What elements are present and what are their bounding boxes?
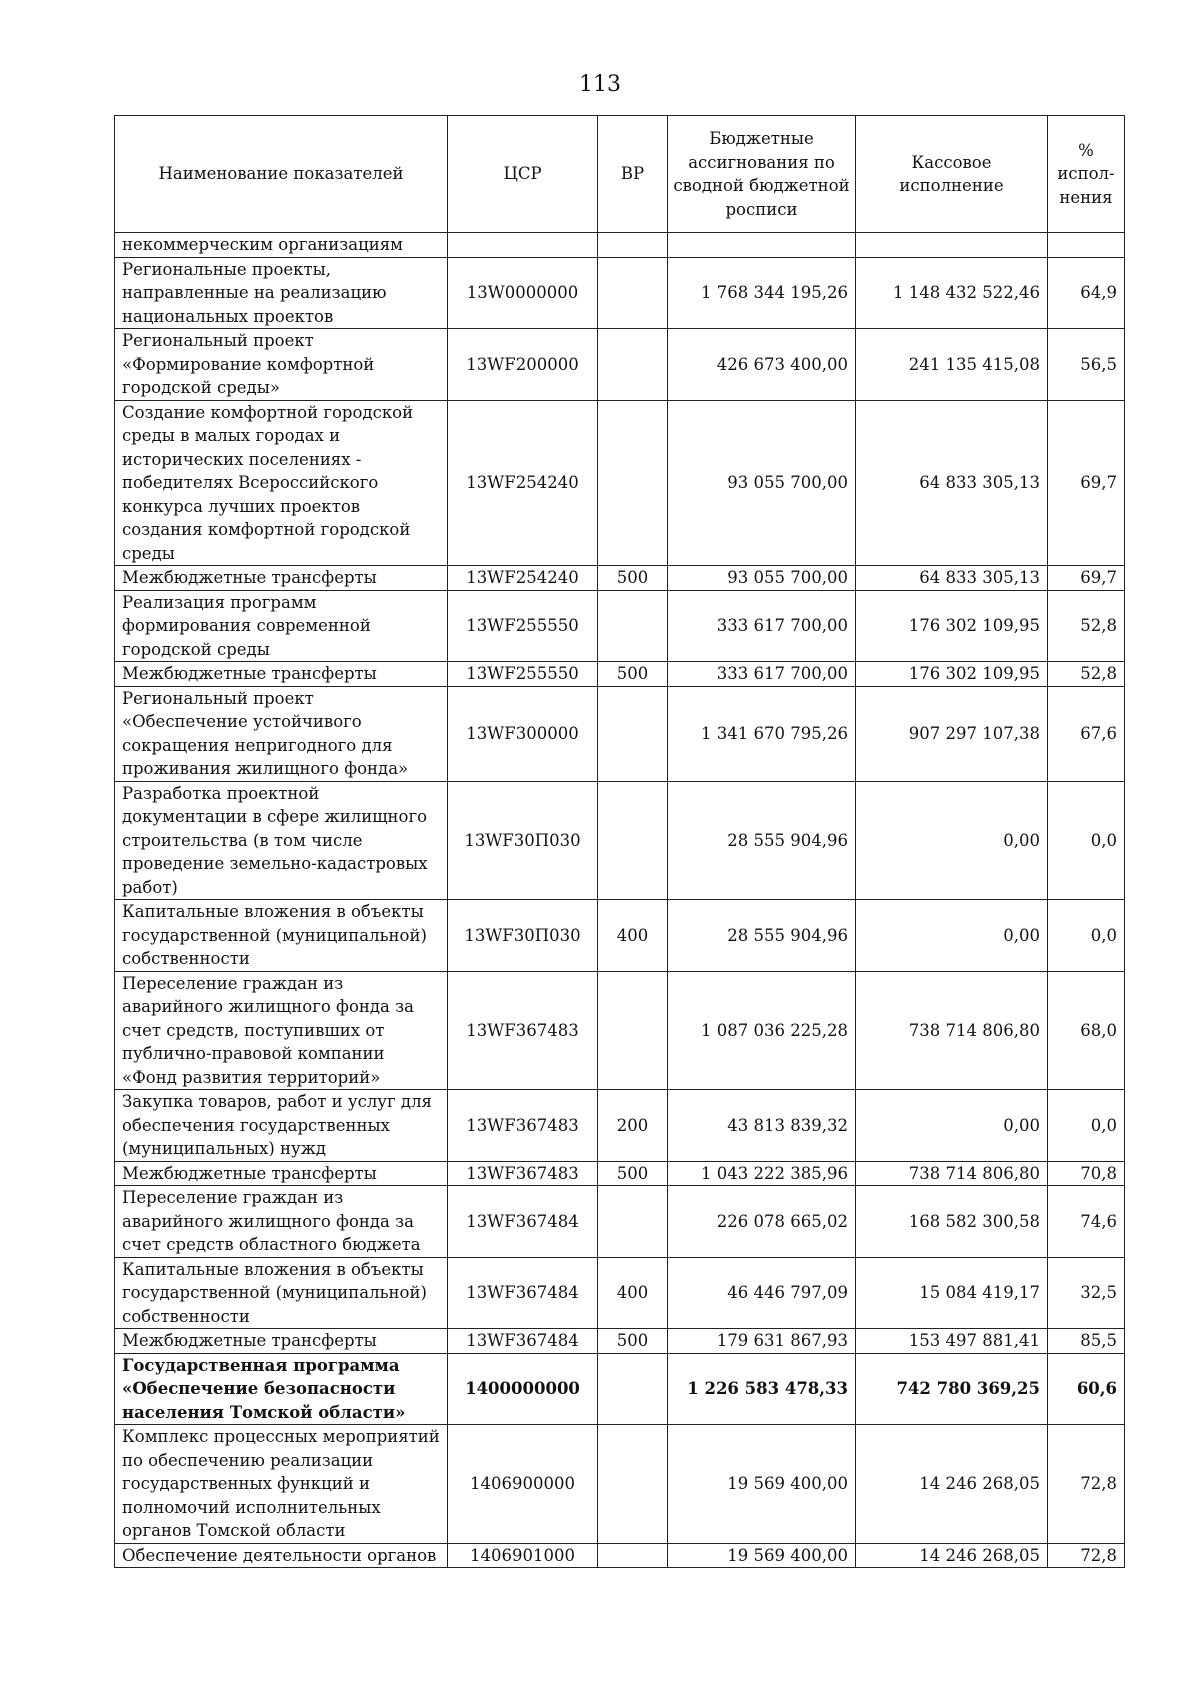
cell-execution: 241 135 415,08 [856,329,1048,401]
table-row [115,257,1125,329]
cell-budget: 93 055 700,00 [668,566,856,591]
cell-csr: 1406900000 [448,1425,598,1544]
cell-execution: 176 302 109,95 [856,662,1048,687]
cell-name: Комплекс процессных мероприятий по обеспечению реализации государственных функций и полномочий исполнительных органов Томской области [115,1425,448,1544]
cell-name: Разработка проектной документации в сфере жилищного строительства (в том числе проведение земельно-кадастровых работ) [115,781,448,900]
cell-name: Государственная программа «Обеспечение безопасности населения Томской области» [115,1353,448,1425]
cell-csr: 1400000000 [448,1353,598,1425]
budget-execution-table [114,115,1125,1568]
cell-execution: 14 246 268,05 [856,1543,1048,1568]
cell-percent: 0,0 [1048,1090,1125,1162]
header-budget: Бюджетные ассигнования по сводной бюджетной росписи [668,116,856,233]
table-row [115,233,1125,258]
cell-vr: 400 [598,900,668,972]
cell-percent: 52,8 [1048,662,1125,687]
table-row [115,686,1125,781]
cell-vr [598,1425,668,1544]
cell-name: Закупка товаров, работ и услуг для обеспечения государственных (муниципальных) нужд [115,1090,448,1162]
cell-percent: 70,8 [1048,1161,1125,1186]
table-body [115,233,1125,1568]
cell-name: Переселение граждан из аварийного жилищного фонда за счет средств областного бюджета [115,1186,448,1258]
cell-vr: 400 [598,1257,668,1329]
cell-vr [598,400,668,566]
cell-budget: 426 673 400,00 [668,329,856,401]
cell-budget: 333 617 700,00 [668,662,856,687]
table-row [115,1257,1125,1329]
table-row [115,590,1125,662]
cell-csr: 13WF254240 [448,400,598,566]
cell-csr: 13WF254240 [448,566,598,591]
cell-budget: 19 569 400,00 [668,1425,856,1544]
cell-budget: 28 555 904,96 [668,900,856,972]
cell-csr: 13WF367484 [448,1186,598,1258]
cell-vr [598,1186,668,1258]
cell-vr: 200 [598,1090,668,1162]
cell-budget: 28 555 904,96 [668,781,856,900]
cell-execution: 15 084 419,17 [856,1257,1048,1329]
header-percent: % испол-нения [1048,116,1125,233]
table-row [115,900,1125,972]
page-number: 113 [579,72,621,97]
cell-budget: 1 043 222 385,96 [668,1161,856,1186]
cell-percent: 85,5 [1048,1329,1125,1354]
cell-csr: 13WF367483 [448,971,598,1090]
cell-percent: 67,6 [1048,686,1125,781]
cell-percent: 74,6 [1048,1186,1125,1258]
cell-execution: 153 497 881,41 [856,1329,1048,1354]
cell-name: Обеспечение деятельности органов [115,1543,448,1568]
cell-vr: 500 [598,1161,668,1186]
cell-execution: 0,00 [856,900,1048,972]
cell-csr: 13WF255550 [448,662,598,687]
cell-name: Капитальные вложения в объекты государственной (муниципальной) собственности [115,1257,448,1329]
cell-vr [598,1353,668,1425]
cell-execution: 1 148 432 522,46 [856,257,1048,329]
cell-percent: 52,8 [1048,590,1125,662]
cell-name: Переселение граждан из аварийного жилищного фонда за счет средств, поступивших от публично-правовой компании «Фонд развития территорий» [115,971,448,1090]
table-row [115,329,1125,401]
cell-vr [598,257,668,329]
cell-budget: 93 055 700,00 [668,400,856,566]
cell-execution: 738 714 806,80 [856,1161,1048,1186]
cell-csr: 13WF255550 [448,590,598,662]
cell-csr [448,233,598,258]
header-csr: ЦСР [448,116,598,233]
cell-vr [598,590,668,662]
cell-percent [1048,233,1125,258]
table-row [115,1186,1125,1258]
cell-name: Капитальные вложения в объекты государственной (муниципальной) собственности [115,900,448,972]
table-row [115,566,1125,591]
cell-execution: 14 246 268,05 [856,1425,1048,1544]
cell-budget: 19 569 400,00 [668,1543,856,1568]
cell-csr: 13WF30П030 [448,781,598,900]
cell-budget: 46 446 797,09 [668,1257,856,1329]
cell-percent: 0,0 [1048,781,1125,900]
cell-name: Региональный проект «Формирование комфортной городской среды» [115,329,448,401]
cell-execution: 907 297 107,38 [856,686,1048,781]
cell-percent: 56,5 [1048,329,1125,401]
cell-percent: 60,6 [1048,1353,1125,1425]
cell-percent: 0,0 [1048,900,1125,972]
cell-vr [598,781,668,900]
cell-budget: 333 617 700,00 [668,590,856,662]
cell-vr: 500 [598,566,668,591]
table-row [115,400,1125,566]
cell-name: Региональные проекты, направленные на реализацию национальных проектов [115,257,448,329]
cell-percent: 32,5 [1048,1257,1125,1329]
cell-vr [598,971,668,1090]
cell-csr: 13W0000000 [448,257,598,329]
cell-execution: 0,00 [856,1090,1048,1162]
cell-name: Межбюджетные трансферты [115,662,448,687]
cell-vr [598,233,668,258]
cell-budget: 1 226 583 478,33 [668,1353,856,1425]
cell-execution [856,233,1048,258]
cell-percent: 68,0 [1048,971,1125,1090]
cell-budget: 43 813 839,32 [668,1090,856,1162]
cell-name: Создание комфортной городской среды в малых городах и исторических поселениях - победителях Всероссийского конкурса лучших проектов создания комфортной городской среды [115,400,448,566]
cell-vr [598,1543,668,1568]
cell-percent: 72,8 [1048,1543,1125,1568]
cell-execution: 168 582 300,58 [856,1186,1048,1258]
header-execution: Кассовое исполнение [856,116,1048,233]
header-vr: ВР [598,116,668,233]
table-row [115,971,1125,1090]
cell-execution: 738 714 806,80 [856,971,1048,1090]
cell-name: Региональный проект «Обеспечение устойчивого сокращения непригодного для проживания жилищного фонда» [115,686,448,781]
table-row [115,781,1125,900]
header-name: Наименование показателей [115,116,448,233]
cell-execution: 64 833 305,13 [856,566,1048,591]
cell-budget: 1 087 036 225,28 [668,971,856,1090]
table-row [115,1161,1125,1186]
cell-percent: 69,7 [1048,566,1125,591]
cell-percent: 64,9 [1048,257,1125,329]
cell-name: некоммерческим организациям [115,233,448,258]
table-row [115,1425,1125,1544]
cell-budget: 1 768 344 195,26 [668,257,856,329]
cell-percent: 69,7 [1048,400,1125,566]
cell-vr: 500 [598,1329,668,1354]
cell-percent: 72,8 [1048,1425,1125,1544]
cell-execution: 0,00 [856,781,1048,900]
cell-vr [598,329,668,401]
table-row [115,1090,1125,1162]
cell-name: Межбюджетные трансферты [115,566,448,591]
table-header-row [115,116,1125,233]
cell-execution: 64 833 305,13 [856,400,1048,566]
cell-vr: 500 [598,662,668,687]
cell-budget [668,233,856,258]
cell-csr: 13WF367484 [448,1329,598,1354]
cell-execution: 742 780 369,25 [856,1353,1048,1425]
cell-csr: 13WF200000 [448,329,598,401]
cell-csr: 13WF367483 [448,1090,598,1162]
cell-budget: 1 341 670 795,26 [668,686,856,781]
table-row [115,1353,1125,1425]
cell-execution: 176 302 109,95 [856,590,1048,662]
table-row [115,1543,1125,1568]
table-row [115,662,1125,687]
cell-csr: 13WF300000 [448,686,598,781]
table-row [115,1329,1125,1354]
cell-name: Межбюджетные трансферты [115,1161,448,1186]
cell-budget: 179 631 867,93 [668,1329,856,1354]
cell-csr: 13WF30П030 [448,900,598,972]
cell-csr: 13WF367483 [448,1161,598,1186]
cell-budget: 226 078 665,02 [668,1186,856,1258]
cell-csr: 1406901000 [448,1543,598,1568]
cell-name: Межбюджетные трансферты [115,1329,448,1354]
cell-csr: 13WF367484 [448,1257,598,1329]
cell-vr [598,686,668,781]
cell-name: Реализация программ формирования современной городской среды [115,590,448,662]
